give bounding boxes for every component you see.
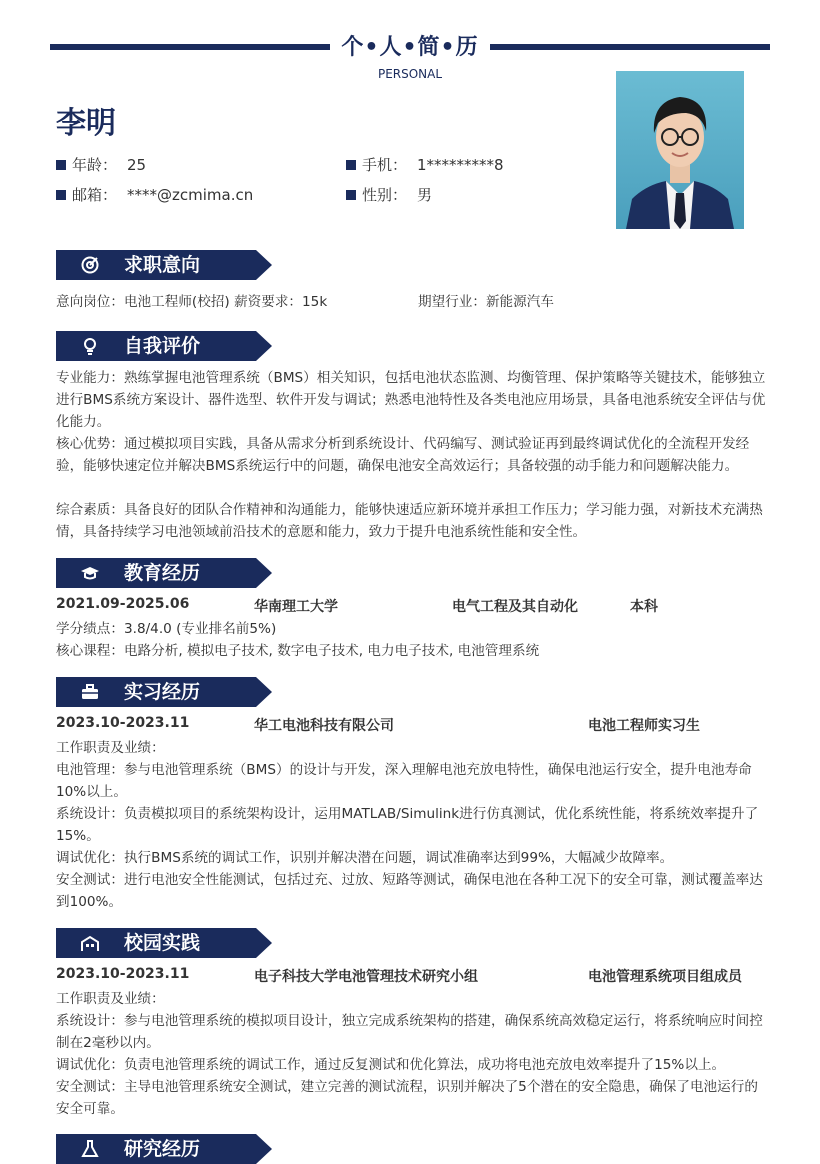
- intern-intro: 工作职责及业绩：: [56, 740, 165, 756]
- intern-item: 安全测试：进行电池安全性能测试，包括过充、过放、短路等测试，确保电池在各种工况下的安全可靠，测试覆盖率达到100%。: [56, 872, 763, 910]
- gender-label: 性别：: [362, 186, 408, 204]
- campus-intro: 工作职责及业绩：: [56, 991, 165, 1007]
- section-title: 教育经历: [124, 562, 201, 584]
- phone-value: 1*********8: [417, 155, 504, 174]
- candidate-name: 李明: [56, 106, 116, 141]
- age-value: 25: [127, 155, 147, 174]
- building-icon: [80, 933, 100, 953]
- section-title: 校园实践: [124, 932, 201, 954]
- age-label: 年龄：: [72, 156, 118, 174]
- campus-period: 2023.10-2023.11: [56, 966, 190, 982]
- section-header-education: [56, 558, 272, 588]
- email-label: 邮箱：: [72, 186, 118, 204]
- section-title: 求职意向: [124, 254, 201, 276]
- info-gender: [346, 184, 432, 205]
- edu-school: 华南理工大学: [254, 599, 338, 615]
- flask-icon: [80, 1139, 100, 1159]
- info-email: [56, 184, 253, 205]
- self-ability: 专业能力：熟练掌握电池管理系统（BMS）相关知识，包括电池状态监测、均衡管理、保护策略等关键技术，能够独立进行BMS系统方案设计、器件选型、软件开发与调试；熟悉电池特性及各类电池应用场景，具备电池系统安全评估与优化能力。: [56, 370, 766, 430]
- doc-subtitle: PERSONAL: [377, 67, 443, 81]
- campus-role: 电池管理系统项目组成员: [588, 969, 742, 985]
- profile-photo: [616, 71, 744, 229]
- email-value: ****@zcmima.cn: [127, 185, 254, 204]
- graduation-cap-icon: [80, 563, 100, 583]
- self-quality: 综合素质：具备良好的团队合作精神和沟通能力，能够快速适应新环境并承担工作压力；学习能力强，对新技术充满热情，具备持续学习电池领域前沿技术的意愿和能力，致力于提升电池系统性能和安全性。: [56, 502, 763, 540]
- section-header-self: [56, 331, 272, 361]
- edu-degree: 本科: [630, 599, 658, 615]
- gender-value: 男: [417, 186, 433, 204]
- edu-gpa: 学分绩点：3.8/4.0 (专业排名前5%): [56, 621, 277, 637]
- intern-item: 系统设计：负责模拟项目的系统架构设计，运用MATLAB/Simulink进行仿真测试，优化系统性能，将系统效率提升了15%。: [56, 806, 759, 844]
- header-bar-right: [490, 44, 770, 50]
- intent-position: 意向岗位：电池工程师(校招): [56, 294, 230, 310]
- lightbulb-icon: [80, 336, 100, 356]
- section-header-internship: [56, 677, 272, 707]
- section-title: 实习经历: [124, 681, 201, 703]
- bullet-square: [56, 160, 66, 170]
- self-strength: 核心优势：通过模拟项目实践，具备从需求分析到系统设计、代码编写、测试验证再到最终调试优化的全流程开发经验，能够快速定位并解决BMS系统运行中的问题，确保电池安全高效运行；具备较强的动手能力和问题解决能力。: [56, 436, 750, 474]
- intent-salary: 薪资要求：15k: [234, 294, 328, 310]
- campus-org: 电子科技大学电池管理技术研究小组: [254, 969, 478, 985]
- campus-item: 系统设计：参与电池管理系统的模拟项目设计，独立完成系统架构的搭建，确保系统高效稳定运行，将系统响应时间控制在2毫秒以内。: [56, 1013, 763, 1051]
- edu-major: 电气工程及其自动化: [452, 599, 578, 615]
- info-phone: [346, 154, 504, 175]
- edu-period: 2021.09-2025.06: [56, 596, 190, 612]
- phone-label: 手机：: [362, 156, 408, 174]
- edu-courses: 核心课程：电路分析, 模拟电子技术, 数字电子技术, 电力电子技术, 电池管理系统: [56, 643, 540, 659]
- campus-item: 安全测试：主导电池管理系统安全测试，建立完善的测试流程，识别并解决了5个潜在的安全隐患，确保了电池运行的安全可靠。: [56, 1079, 758, 1117]
- bullet-square: [346, 190, 356, 200]
- intern-item: 调试优化：执行BMS系统的调试工作，识别并解决潜在问题，调试准确率达到99%，大幅减少故障率。: [56, 850, 674, 866]
- intent-industry: 期望行业：新能源汽车: [418, 294, 554, 310]
- intern-company: 华工电池科技有限公司: [254, 718, 394, 734]
- section-title: 研究经历: [124, 1138, 201, 1160]
- section-title: 自我评价: [124, 335, 201, 357]
- section-header-intent: [56, 250, 272, 280]
- section-header-campus: [56, 928, 272, 958]
- target-icon: [80, 255, 100, 275]
- intern-role: 电池工程师实习生: [588, 718, 700, 734]
- bullet-square: [56, 190, 66, 200]
- campus-item: 调试优化：负责电池管理系统的调试工作，通过反复测试和优化算法，成功将电池充放电效率提升了15%以上。: [56, 1057, 726, 1073]
- info-age: [56, 154, 146, 175]
- intern-item: 电池管理：参与电池管理系统（BMS）的设计与开发，深入理解电池充放电特性，确保电池运行安全，提升电池寿命10%以上。: [56, 762, 752, 800]
- bullet-square: [346, 160, 356, 170]
- briefcase-icon: [80, 682, 100, 702]
- header-bar-left: [50, 44, 330, 50]
- doc-title: 个•人•简•历: [341, 35, 479, 60]
- intern-period: 2023.10-2023.11: [56, 715, 190, 731]
